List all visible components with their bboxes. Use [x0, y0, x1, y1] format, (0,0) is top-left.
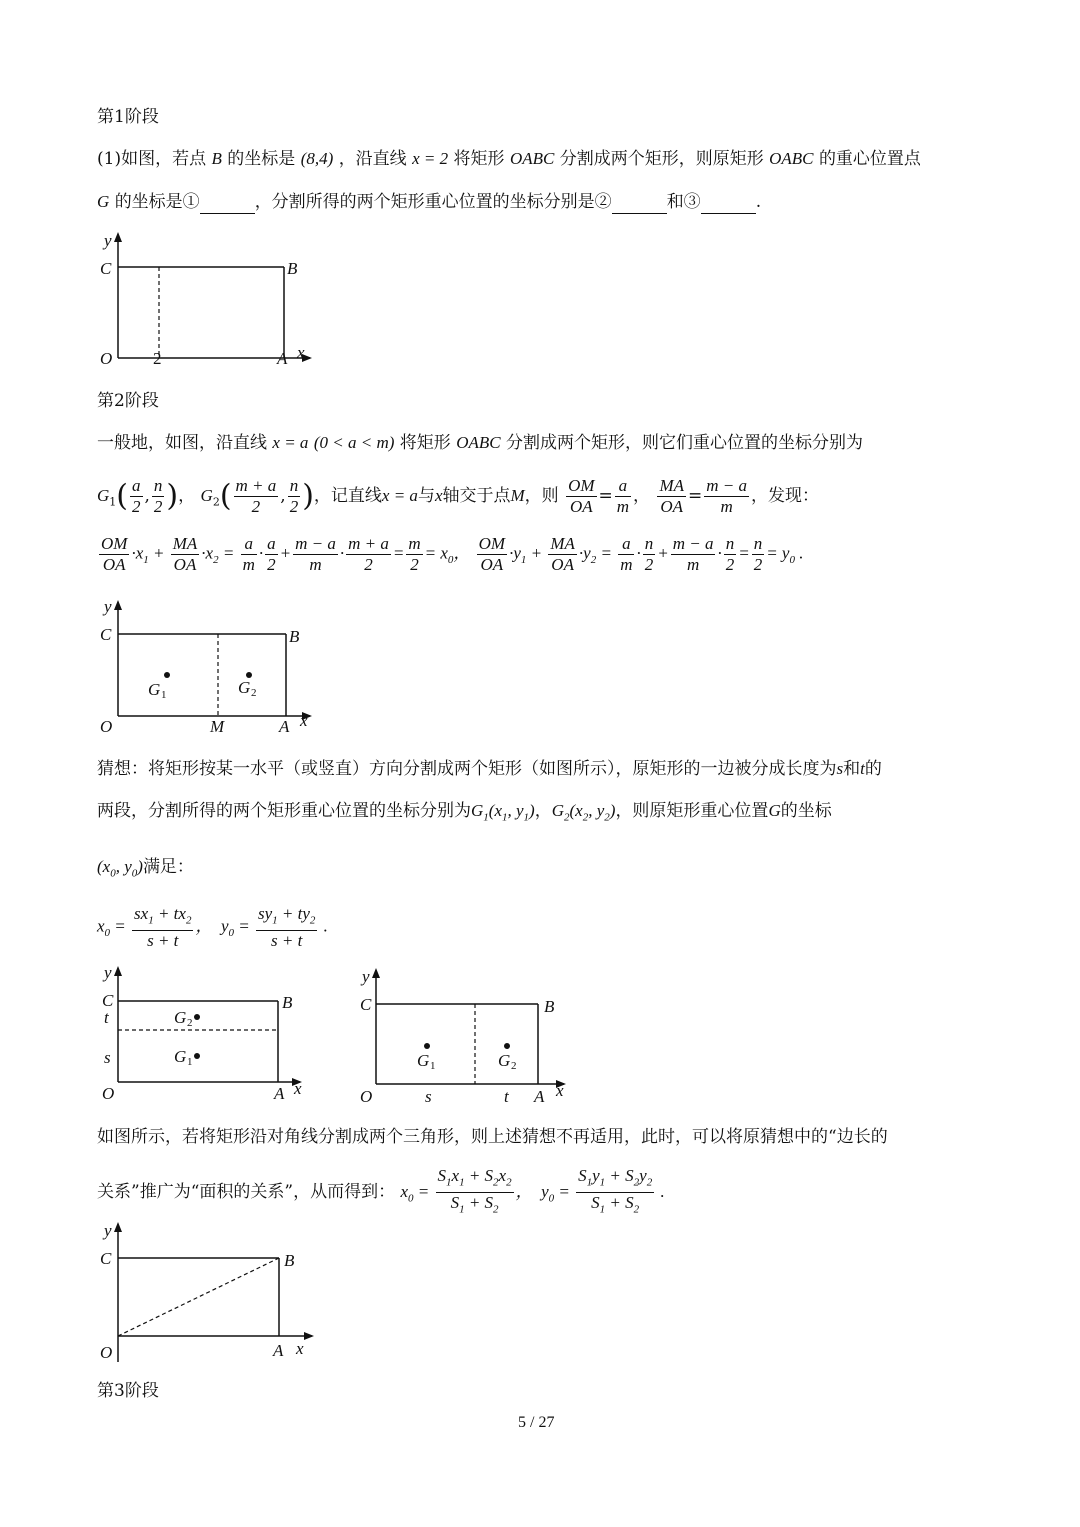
q1-text-f: 的重心位置点 [818, 149, 921, 169]
page-number: 5 / 27 [518, 1414, 555, 1431]
q1-text-d: 将矩形 [453, 149, 505, 169]
p3-line1 [97, 758, 882, 780]
fig4-t: t [504, 1087, 509, 1106]
q1-text-j: . [755, 192, 762, 212]
p4-line1: 如图所示，若将矩形沿对角线分割成两个三角形，则上述猜想不再适用，此时，可以将原猜想中的“边长的 [97, 1127, 888, 1147]
fig1-c: C [100, 259, 112, 278]
p2-a1: 一般地，如图，沿直线 [97, 433, 267, 453]
q1-label: (1)如图，若点 [97, 149, 207, 169]
fig5-a: A [273, 1341, 284, 1360]
fig4-b: B [544, 997, 555, 1016]
q1-line-eq: x = 2 [412, 149, 449, 168]
fig4-c: C [360, 995, 372, 1014]
p3-line2: 两段，分割所得的两个矩形重心位置的坐标分别为$G_1(x_1$, $y_1$)，$G_2(x_2$, $y_2$)，则原矩形重心位置G的坐标 [97, 801, 832, 824]
p2-cond: (0 < a < m) [313, 433, 395, 452]
fig5-c: C [100, 1249, 112, 1268]
fig1-o: O [100, 349, 113, 368]
fig3-c: C [102, 991, 114, 1010]
q1-text-c: ，沿直线 [338, 149, 407, 169]
stage2-heading: 第2阶段 [97, 391, 159, 411]
stage1-heading: 第1阶段 [97, 107, 159, 127]
q1-coord: (8,4) [300, 149, 334, 168]
p2-line2: $G_1$( $\frac{a}{2}$ , $\frac{n}{2}$ )， $G_2$( $\frac{m + a}{2}$ , $\frac{n}{2}$ )，记直线x = a与x轴交于点M，则 $\frac{OM}{OA}$ = $\frac{a}{m}$ ， $\frac{MA}{OA}$ = $\frac{m - a}{m}$ ，发现： [97, 476, 819, 516]
svg-text:1: 1 [187, 1056, 193, 1068]
p2-line1 [97, 432, 863, 454]
p2-formula: $\frac{OM}{OA}$ $\cdot x_1$ + $\frac{MA}{OA}$ $\cdot x_2$ = $\frac{a}{m}$ · $\frac{a}{2}$ + $\frac{m - a}{m}$ · $\frac{m + a}{2}$ = $\frac{m}{2}$ = $x_0$， $\frac{OM}{OA}$ $\cdot y_1$ + $\frac{MA}{OA}$ $\cdot y_2$ = $\frac{a}{m}$ · $\frac{n}{2}$ + $\frac{m - a}{m}$ · $\frac{n}{2}$ = $\frac{n}{2}$ = $y_0$ . [101, 534, 804, 574]
p3-l2a: 两段，分割所得的两个矩形重心位置的坐标分别为 [97, 801, 471, 821]
fig5-x: x [296, 1339, 304, 1358]
fig4-g1: G [417, 1051, 430, 1070]
q1-text-g: 的坐标是① [114, 192, 200, 212]
fig3-g2: G [174, 1008, 187, 1027]
p2-b3: 轴交于点 [442, 486, 511, 506]
fig3-t: t [104, 1008, 109, 1027]
fig4-y: y [362, 967, 370, 986]
q1-text-b: 的坐标是 [227, 149, 296, 169]
fig2-m: M [210, 717, 225, 736]
fig3-x: x [294, 1079, 302, 1098]
fig4-o: O [360, 1087, 373, 1106]
fig3-s: s [104, 1048, 111, 1067]
q1-point-b: B [211, 149, 222, 168]
fig1-two: 2 [153, 349, 162, 368]
svg-text:1: 1 [430, 1060, 436, 1072]
fig3-y: y [104, 963, 112, 982]
q1-rect: OABC [509, 149, 555, 168]
figure-2 [90, 594, 330, 740]
fig5-o: O [100, 1343, 113, 1362]
fig5-y: y [104, 1221, 112, 1240]
p3-l2c: 的坐标 [780, 801, 832, 821]
p3-l1a: 猜想：将矩形按某一水平（或竖直）方向分割成两个矩形（如图所示），原矩形的一边被分成长度为 [97, 759, 837, 779]
p4-line2: 关系”推广为“面积的关系”，从而得到： $x_0$ = $\frac{S_1x_1 + S_2x_2}{S_1 + S_2}$ ， $y_0$ = $\frac{S_1y_1 + S_2y_2}{S_1 + S_2}$ . [97, 1166, 665, 1216]
p2-rect: OABC [456, 433, 501, 452]
p2-b-m: M [510, 486, 525, 505]
p3-t: t [860, 759, 865, 778]
fig5-b: B [284, 1251, 295, 1270]
fig1-a: A [277, 349, 288, 368]
svg-text:2: 2 [251, 687, 257, 699]
svg-text:2: 2 [187, 1017, 193, 1029]
p2-eq: x = a [272, 433, 309, 452]
p4-l2: 关系”推广为“面积的关系”，从而得到： [97, 1181, 396, 1202]
fig2-x: x [300, 711, 308, 730]
q1-text-e: 分割成两个矩形，则原矩形 [559, 149, 764, 169]
p2-b4: ，则 [524, 486, 559, 506]
fig3-g1: G [174, 1047, 187, 1066]
p3-l1c: 的 [864, 759, 882, 779]
p2-b1: ，记直线 [313, 486, 382, 506]
p2-g1: G [97, 486, 110, 505]
p3-line3: ($x_0$, $y_0$)满足： [97, 857, 194, 880]
p2-b-eq: x = a [381, 486, 418, 505]
figure-1 [90, 226, 330, 376]
q1-rect2: OABC [769, 149, 814, 168]
fig4-g2: G [498, 1051, 511, 1070]
p2-g2: G [200, 486, 213, 505]
svg-text:1: 1 [161, 689, 167, 701]
p3-formula: $x_0$ = $\frac{sx_1 + tx_2}{s + t}$ ， $y_0$ = $\frac{sy_1 + ty_2}{s + t}$ . [97, 904, 328, 951]
p2-b-x: x [434, 486, 443, 505]
fig2-y: y [104, 597, 112, 616]
p3-s: s [836, 759, 844, 778]
p2-a2: 将矩形 [399, 433, 451, 453]
answer-blank-3[interactable] [701, 191, 756, 214]
q1-line2 [97, 191, 761, 214]
q1-text-i: 和③ [666, 192, 701, 212]
fig3-o: O [102, 1084, 115, 1103]
p2-b5: ，发现： [751, 486, 819, 506]
fig2-g1: G [148, 680, 161, 699]
fig3-a: A [274, 1084, 285, 1103]
stage3-heading: 第3阶段 [97, 1381, 159, 1401]
fig2-a: A [279, 717, 290, 736]
fig3-b: B [282, 993, 293, 1012]
answer-blank-2[interactable] [612, 191, 667, 214]
figure-4 [350, 960, 590, 1110]
q1-line1 [97, 148, 921, 170]
fig1-b: B [287, 259, 298, 278]
fig2-c: C [100, 625, 112, 644]
p3-g: G [768, 801, 781, 820]
fig4-s: s [425, 1087, 432, 1106]
fig4-a: A [534, 1087, 545, 1106]
fig2-o: O [100, 717, 113, 736]
q1-text-h: ，分割所得的两个矩形重心位置的坐标分别是② [254, 192, 612, 212]
p3-l3: 满足： [142, 857, 194, 877]
answer-blank-1[interactable] [200, 191, 255, 214]
p2-a3: 分割成两个矩形，则它们重心位置的坐标分别为 [506, 433, 863, 453]
fig1-x: x [297, 343, 305, 362]
p2-b2: 与 [417, 486, 435, 506]
q1-g: G [97, 192, 110, 211]
figure-5 [90, 1216, 330, 1366]
svg-text:2: 2 [511, 1060, 517, 1072]
p3-l2b: ，则原矩形重心位置 [615, 801, 769, 821]
figure-3 [90, 960, 330, 1108]
fig4-x: x [556, 1081, 564, 1100]
p3-l1b: 和 [843, 759, 861, 779]
fig1-y: y [104, 231, 112, 250]
fig2-b: B [289, 627, 300, 646]
fig2-g2: G [238, 678, 251, 697]
